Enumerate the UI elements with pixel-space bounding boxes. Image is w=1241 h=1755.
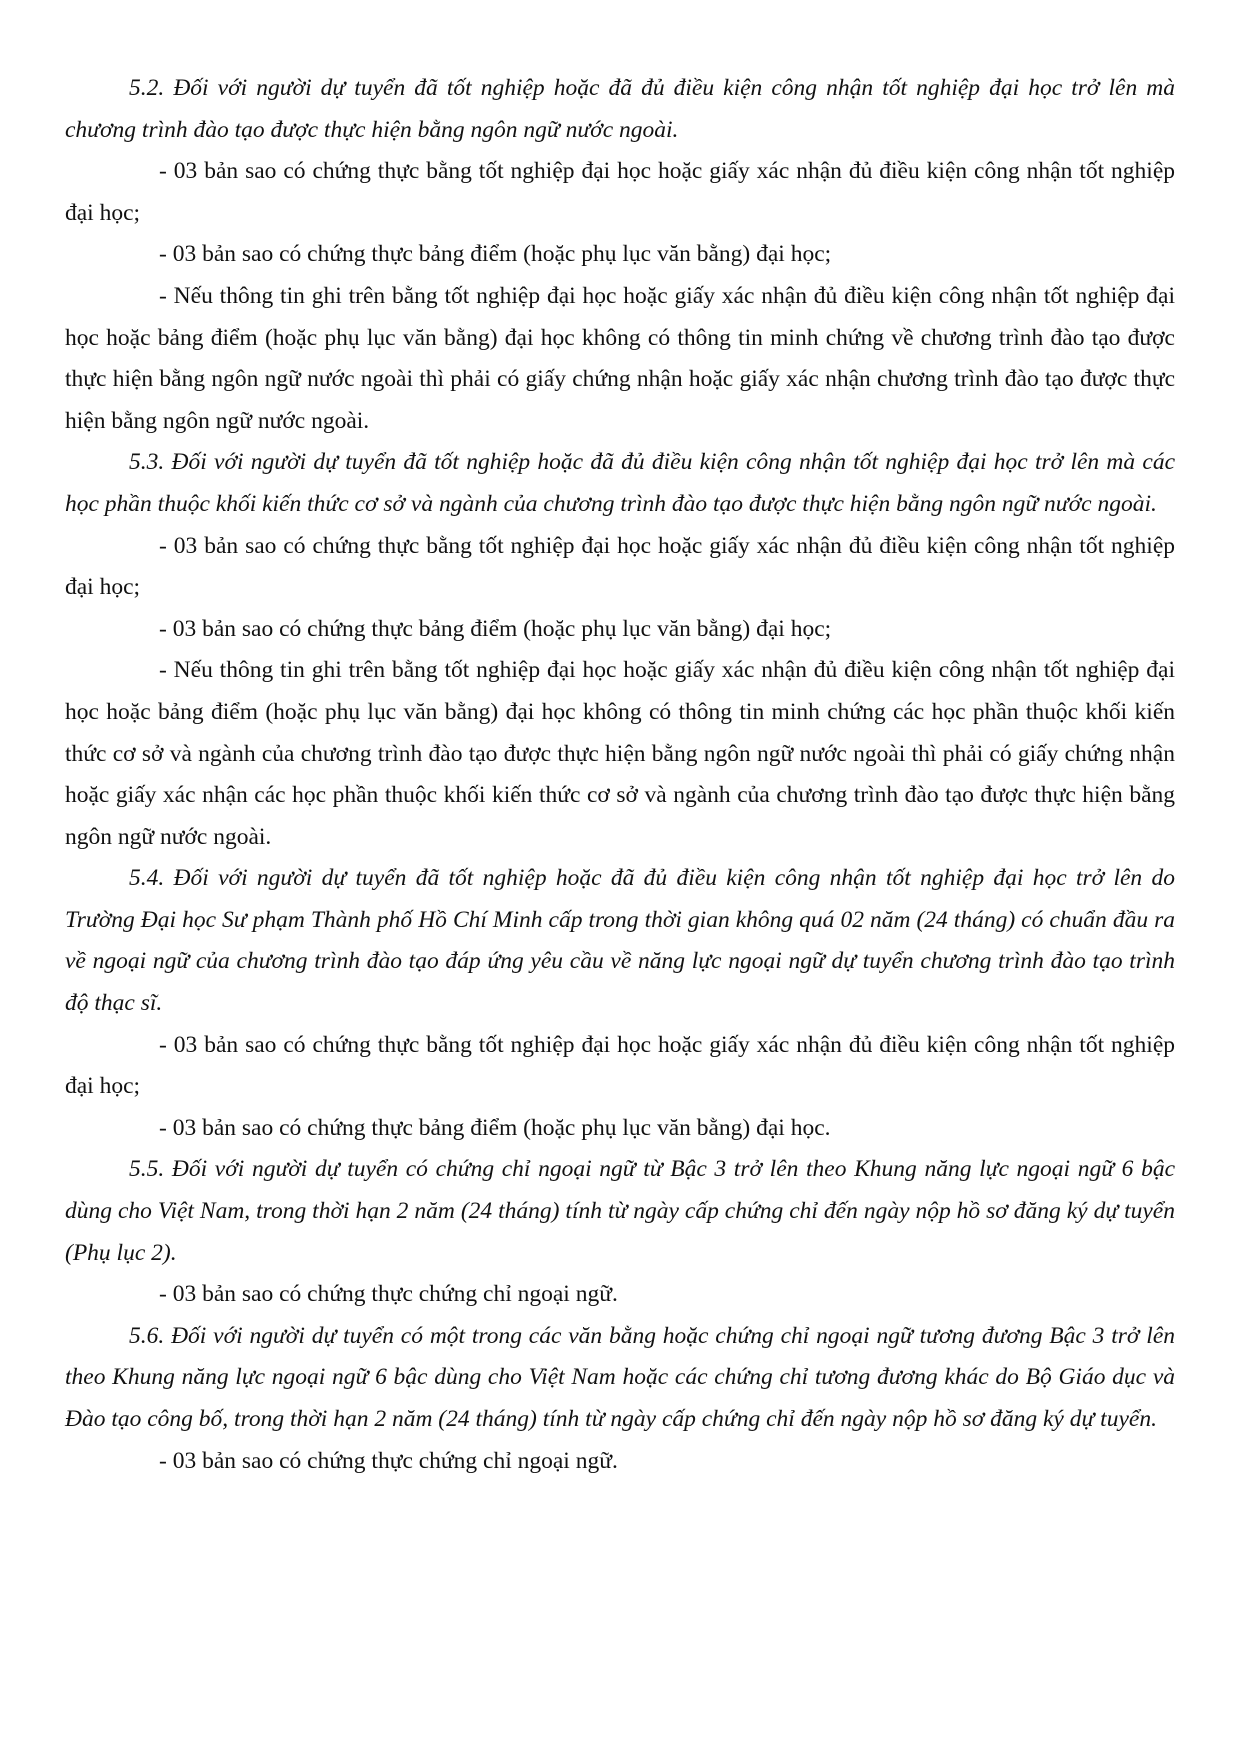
section-5-3 bbox=[65, 442, 1175, 858]
list-item: - 03 bản sao có chứng thực bảng điểm (hoặc phụ lục văn bằng) đại học; bbox=[159, 615, 832, 642]
section-heading: 5.2. Đối với người dự tuyển đã tốt nghiệp hoặc đã đủ điều kiện công nhận tốt nghiệp đại học trở lên mà chương trình đào tạo được thực hiện bằng ngôn ngữ nước ngoài. bbox=[65, 75, 1175, 143]
section-heading: 5.3. Đối với người dự tuyển đã tốt nghiệp hoặc đã đủ điều kiện công nhận tốt nghiệp đại học trở lên mà các học phần thuộc khối kiến thức cơ sở và ngành của chương trình đào tạo được thực hiện bằng ngôn ngữ nước ngoài. bbox=[65, 449, 1175, 517]
list-item: - 03 bản sao có chứng thực bảng điểm (hoặc phụ lục văn bằng) đại học; bbox=[159, 241, 832, 268]
section-heading: 5.4. Đối với người dự tuyển đã tốt nghiệp hoặc đã đủ điều kiện công nhận tốt nghiệp đại học trở lên do Trường Đại học Sư phạm Thành phố Hồ Chí Minh cấp trong thời gian không quá 02 năm (24 tháng) có chuẩn đầu ra về ngoại ngữ của chương trình đào tạo đáp ứng yêu cầu về năng lực ngoại ngữ dự tuyển chương trình đào tạo trình độ thạc sĩ. bbox=[65, 865, 1175, 1017]
list-item: - 03 bản sao có chứng thực bảng điểm (hoặc phụ lục văn bằng) đại học. bbox=[159, 1114, 831, 1141]
section-5-2 bbox=[65, 68, 1175, 442]
section-5-4 bbox=[65, 858, 1175, 1149]
list-item: - 03 bản sao có chứng thực bằng tốt nghiệp đại học hoặc giấy xác nhận đủ điều kiện công nhận tốt nghiệp đại học; bbox=[65, 1031, 1175, 1100]
list-item: - 03 bản sao có chứng thực bằng tốt nghiệp đại học hoặc giấy xác nhận đủ điều kiện công nhận tốt nghiệp đại học; bbox=[65, 158, 1175, 226]
section-5-5 bbox=[65, 1149, 1175, 1315]
list-item: - Nếu thông tin ghi trên bằng tốt nghiệp đại học hoặc giấy xác nhận đủ điều kiện công nhận tốt nghiệp đại học hoặc bảng điểm (hoặc phụ lục văn bằng) đại học không có thông tin minh chứng các học phần thuộc khối kiến thức cơ sở và ngành của chương trình đào tạo được thực hiện bằng ngôn ngữ nước ngoài thì phải có giấy chứng nhận hoặc giấy xác nhận các học phần thuộc khối kiến thức cơ sở và ngành của chương trình đào tạo được thực hiện bằng ngôn ngữ nước ngoài. bbox=[65, 657, 1175, 850]
list-item: - 03 bản sao có chứng thực chứng chỉ ngoại ngữ. bbox=[159, 1447, 618, 1474]
list-item: - 03 bản sao có chứng thực chứng chỉ ngoại ngữ. bbox=[159, 1281, 618, 1308]
section-heading: 5.5. Đối với người dự tuyển có chứng chỉ ngoại ngữ từ Bậc 3 trở lên theo Khung năng lực ngoại ngữ 6 bậc dùng cho Việt Nam, trong thời hạn 2 năm (24 tháng) tính từ ngày cấp chứng chỉ đến ngày nộp hồ sơ đăng ký dự tuyển (Phụ lục 2). bbox=[65, 1156, 1175, 1266]
section-5-6 bbox=[65, 1316, 1175, 1482]
section-heading: 5.6. Đối với người dự tuyển có một trong các văn bằng hoặc chứng chỉ ngoại ngữ tương đương Bậc 3 trở lên theo Khung năng lực ngoại ngữ 6 bậc dùng cho Việt Nam hoặc các chứng chỉ tương đương khác do Bộ Giáo dục và Đào tạo công bố, trong thời hạn 2 năm (24 tháng) tính từ ngày cấp chứng chỉ đến ngày nộp hồ sơ đăng ký dự tuyển. bbox=[65, 1322, 1175, 1432]
document-page bbox=[65, 68, 1175, 1482]
list-item: - 03 bản sao có chứng thực bằng tốt nghiệp đại học hoặc giấy xác nhận đủ điều kiện công nhận tốt nghiệp đại học; bbox=[65, 532, 1175, 601]
list-item: - Nếu thông tin ghi trên bằng tốt nghiệp đại học hoặc giấy xác nhận đủ điều kiện công nhận tốt nghiệp đại học hoặc bảng điểm (hoặc phụ lục văn bằng) đại học không có thông tin minh chứng về chương trình đào tạo được thực hiện bằng ngôn ngữ nước ngoài thì phải có giấy chứng nhận hoặc giấy xác nhận chương trình đào tạo được thực hiện bằng ngôn ngữ nước ngoài. bbox=[65, 282, 1175, 434]
